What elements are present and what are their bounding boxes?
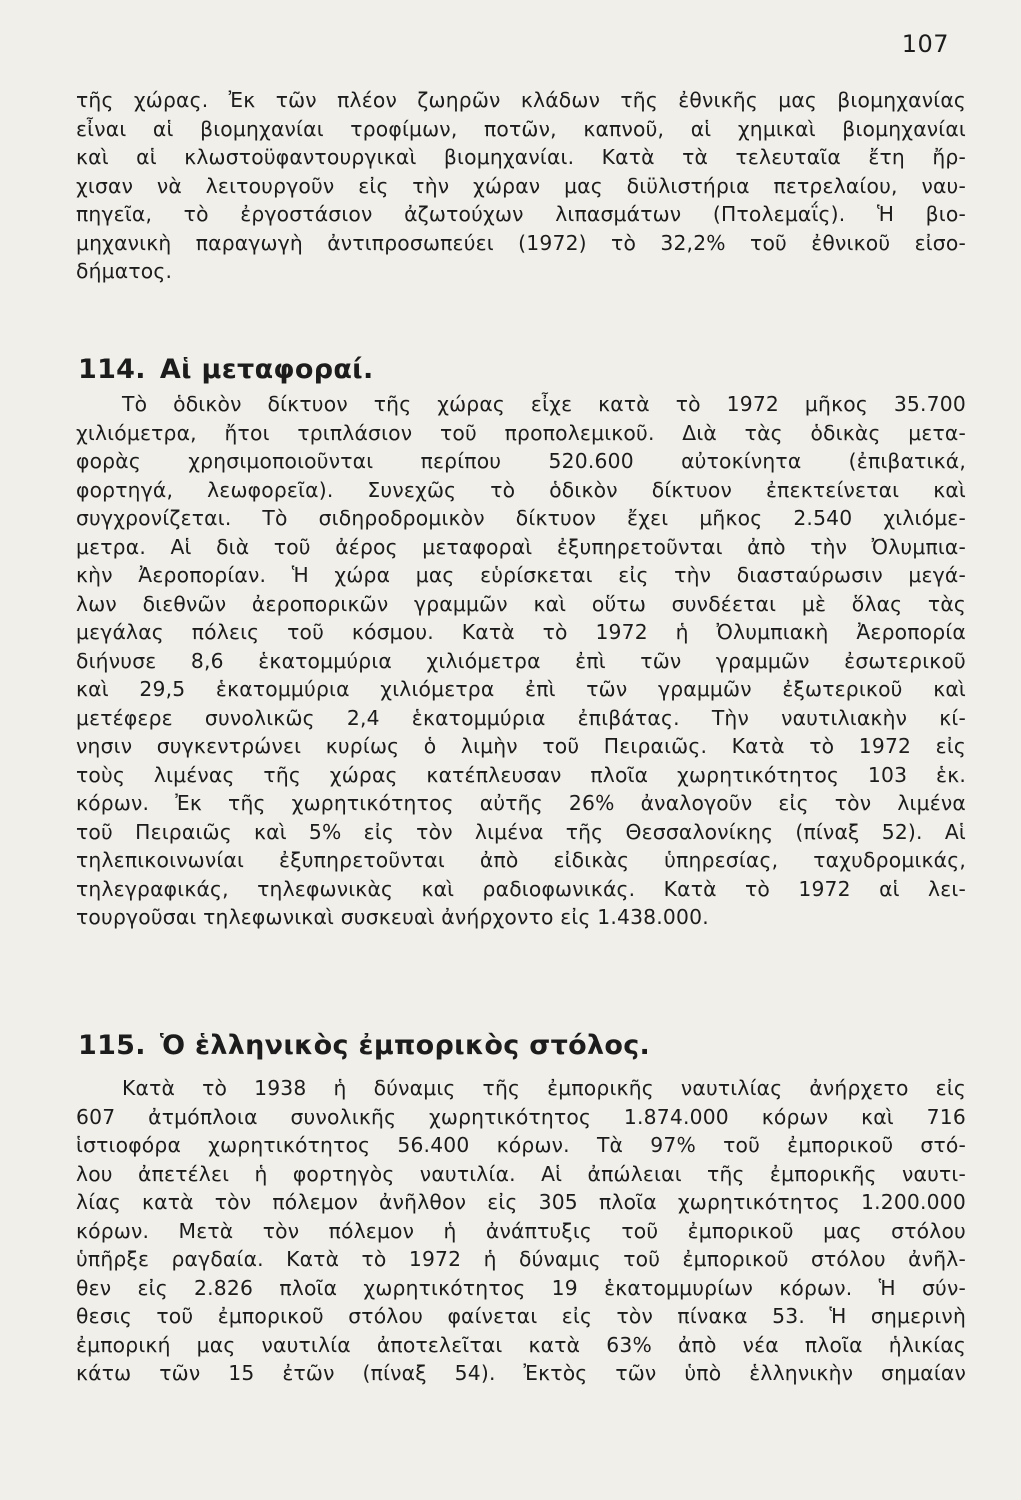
- text-line: κὴν Ἀεροπορίαν. Ἡ χώρα μας εὑρίσκεται εἰς τὴν διασταύρωσιν μεγά-: [76, 563, 966, 587]
- text-line: Κατὰ τὸ 1938 ἡ δύναμις τῆς ἐμπορικῆς ναυτιλίας ἀνήρχετο εἰς: [122, 1076, 966, 1100]
- text-line: τηλεπικοινωνίαι ἐξυπηρετοῦνται ἀπὸ εἰδικὰς ὑπηρεσίας, ταχυδρομικάς,: [76, 848, 966, 872]
- text-line: κόρων. Ἐκ τῆς χωρητικότητος αὐτῆς 26% ἀναλογοῦν εἰς τὸν λιμένα: [76, 791, 966, 815]
- text-line: χισαν νὰ λειτουργοῦν εἰς τὴν χώραν μας διϋλιστήρια πετρελαίου, ναυ-: [76, 173, 966, 198]
- text-line: Τὸ ὁδικὸν δίκτυον τῆς χώρας εἶχε κατὰ τὸ 1972 μῆκος 35.700: [122, 392, 966, 416]
- section-115-body: [76, 1074, 966, 1388]
- text-line: ὑπῆρξε ραγδαία. Κατὰ τὸ 1972 ἡ δύναμις τοῦ ἐμπορικοῦ στόλου ἀνῆλ-: [76, 1247, 966, 1271]
- text-line: τηλεγραφικάς, τηλεφωνικὰς καὶ ραδιοφωνικάς. Κατὰ τὸ 1972 αἱ λει-: [76, 876, 966, 901]
- text-line: ἐμπορική μας ναυτιλία ἀποτελεῖται κατὰ 63% ἀπὸ νέα πλοῖα ἡλικίας: [76, 1332, 966, 1357]
- text-line: κόρων. Μετὰ τὸν πόλεμον ἡ ἀνάπτυξις τοῦ ἐμπορικοῦ μας στόλου: [76, 1218, 966, 1243]
- section-title: Ὁ ἑλληνικὸς ἐμπορικὸς στόλος.: [159, 1030, 651, 1061]
- text-line: τοὺς λιμένας τῆς χώρας κατέπλευσαν πλοῖα χωρητικότητος 103 ἑκ.: [76, 762, 966, 787]
- text-line: μεγάλας πόλεις τοῦ κόσμου. Κατὰ τὸ 1972 ἡ Ὀλυμπιακὴ Ἀεροπορία: [76, 620, 966, 644]
- text-line: λίας κατὰ τὸν πόλεμον ἀνῆλθον εἰς 305 πλοῖα χωρητικότητος 1.200.000: [76, 1190, 966, 1214]
- section-114-body: [76, 390, 966, 932]
- text-line: τουργοῦσαι τηλεφωνικαὶ συσκευαὶ ἀνήρχοντο εἰς 1.438.000.: [76, 905, 709, 929]
- text-line: πηγεῖα, τὸ ἐργοστάσιον ἀζωτούχων λιπασμάτων (Πτολεμαΐς). Ἡ βιο-: [76, 202, 966, 226]
- text-line: ἱστιοφόρα χωρητικότητος 56.400 κόρων. Τὰ 97% τοῦ ἐμπορικοῦ στό-: [76, 1133, 966, 1157]
- text-line: χιλιόμετρα, ἤτοι τριπλάσιον τοῦ προπολεμικοῦ. Διὰ τὰς ὁδικὰς μετα-: [76, 420, 966, 445]
- text-line: καὶ αἱ κλωστοϋφαντουργικαὶ βιομηχανίαι. Κατὰ τὰ τελευταῖα ἔτη ἤρ-: [76, 145, 966, 169]
- text-line: μηχανικὴ παραγωγὴ ἀντιπροσωπεύει (1972) τὸ 32,2% τοῦ ἐθνικοῦ εἰσο-: [76, 230, 966, 255]
- page-number: 107: [901, 30, 949, 58]
- text-line: θεσις τοῦ ἐμπορικοῦ στόλου φαίνεται εἰς τὸν πίνακα 53. Ἡ σημερινὴ: [76, 1304, 966, 1328]
- section-title: Αἱ μεταφοραί.: [159, 354, 374, 385]
- section-115-heading: [78, 1030, 650, 1061]
- text-line: φορὰς χρησιμοποιοῦνται περίπου 520.600 αὐτοκίνητα (ἐπιβατικά,: [76, 449, 966, 473]
- text-line: μετρα. Αἱ διὰ τοῦ ἀέρος μεταφοραὶ ἐξυπηρετοῦνται ἀπὸ τὴν Ὀλυμπια-: [76, 534, 966, 559]
- text-line: νησιν συγκεντρώνει κυρίως ὁ λιμὴν τοῦ Πειραιῶς. Κατὰ τὸ 1972 εἰς: [76, 734, 966, 758]
- section-114-heading: [78, 354, 374, 385]
- text-line: κάτω τῶν 15 ἐτῶν (πίναξ 54). Ἐκτὸς τῶν ὑπὸ ἑλληνικὴν σημαίαν: [76, 1361, 966, 1385]
- text-line: λου ἀπετέλει ἡ φορτηγὸς ναυτιλία. Αἱ ἀπώλειαι τῆς ἐμπορικῆς ναυτι-: [76, 1161, 966, 1186]
- section-number: 114.: [78, 354, 146, 385]
- text-line: μετέφερε συνολικῶς 2,4 ἑκατομμύρια ἐπιβάτας. Τὴν ναυτιλιακὴν κί-: [76, 705, 966, 730]
- text-line: λων διεθνῶν ἀεροπορικῶν γραμμῶν καὶ οὕτω συνδέεται μὲ ὅλας τὰς: [76, 591, 966, 616]
- text-line: συγχρονίζεται. Τὸ σιδηροδρομικὸν δίκτυον ἔχει μῆκος 2.540 χιλιόμε-: [76, 506, 966, 530]
- section-number: 115.: [78, 1030, 146, 1061]
- intro-paragraph: [76, 86, 966, 286]
- text-line: καὶ 29,5 ἑκατομμύρια χιλιόμετρα ἐπὶ τῶν γραμμῶν ἐξωτερικοῦ καὶ: [76, 677, 966, 701]
- text-line: δήματος.: [76, 259, 173, 283]
- text-line: διήνυσε 8,6 ἑκατομμύρια χιλιόμετρα ἐπὶ τῶν γραμμῶν ἐσωτερικοῦ: [76, 648, 966, 673]
- text-line: 607 ἀτμόπλοια συνολικῆς χωρητικότητος 1.874.000 κόρων καὶ 716: [76, 1104, 966, 1129]
- text-line: τῆς χώρας. Ἐκ τῶν πλέον ζωηρῶν κλάδων τῆς ἐθνικῆς μας βιομηχανίας: [76, 88, 966, 112]
- text-line: εἶναι αἱ βιομηχανίαι τροφίμων, ποτῶν, καπνοῦ, αἱ χημικαὶ βιομηχανίαι: [76, 116, 966, 141]
- text-line: θεν εἰς 2.826 πλοῖα χωρητικότητος 19 ἑκατομμυρίων κόρων. Ἡ σύν-: [76, 1275, 966, 1300]
- text-line: φορτηγά, λεωφορεῖα). Συνεχῶς τὸ ὁδικὸν δίκτυον ἐπεκτείνεται καὶ: [76, 477, 966, 502]
- text-line: τοῦ Πειραιῶς καὶ 5% εἰς τὸν λιμένα τῆς Θεσσαλονίκης (πίναξ 52). Αἱ: [76, 819, 966, 844]
